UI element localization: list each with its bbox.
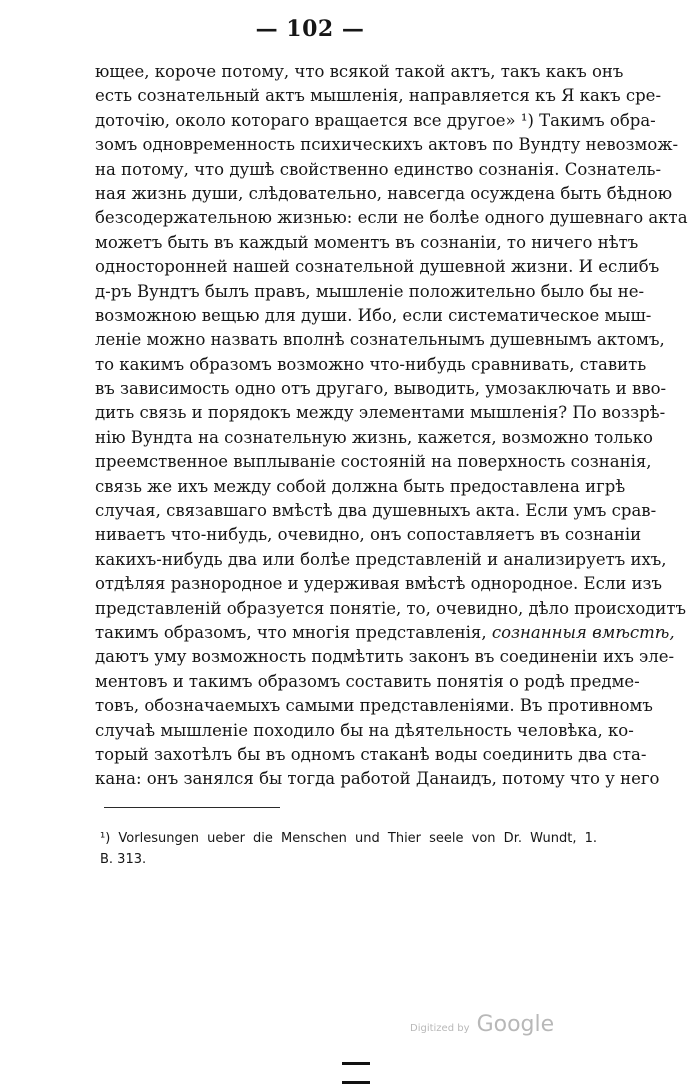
printer-mark (342, 1062, 370, 1065)
body-text (95, 60, 688, 792)
text-line: безсодержательною жизнью: если не болѣе одного душевнаго акта (95, 208, 688, 228)
text-line: представленій образуется понятіе, то, очевидно, дѣло происходитъ (95, 598, 687, 618)
text-line: можетъ быть въ каждый моментъ въ сознаніи, то ничего нѣтъ (95, 232, 639, 252)
text-line: въ зависимость одно отъ другаго, выводить, умозаключать и вво- (95, 379, 667, 399)
text-line: ющее, короче потому, что всякой такой актъ, такъ какъ онъ (95, 62, 624, 81)
text-line: случая, связавшаго вмѣстѣ два душевныхъ акта. Если умъ срав- (95, 501, 657, 521)
text-line: дить связь и порядокъ между элементами мышленія? По воззрѣ- (95, 403, 666, 423)
text-line-with-italic (95, 621, 675, 645)
text-line: ментовъ и такимъ образомъ составить понятія о родѣ предме- (95, 671, 640, 691)
text-line: торый захотѣлъ бы въ одномъ стаканѣ воды соединить два ста- (95, 744, 647, 764)
text-line: возможною вещью для души. Ибо, если систематическое мыш- (95, 305, 652, 325)
text-line: то какимъ образомъ возможно что-нибудь сравнивать, ставить (95, 354, 647, 374)
printer-mark (342, 1081, 370, 1084)
text-line: товъ, обозначаемыхъ самыми представленіями. Въ противномъ (95, 696, 653, 716)
text-line: отдѣляя разнородное и удерживая вмѣстѣ однородное. Если изъ (95, 574, 663, 594)
text-line: ниваетъ что-нибудь, очевидно, онъ сопоставляетъ въ сознаніи (95, 525, 642, 545)
page-number: — 102 — (255, 16, 365, 42)
text-line: зомъ одновременность психическихъ актовъ по Вундту невозмож- (95, 135, 679, 155)
text-line: ная жизнь души, слѣдовательно, навсегда осуждена быть бѣдною (95, 183, 673, 203)
text-line: односторонней нашей сознательной душевной жизни. И еслибъ (95, 257, 660, 277)
footnote-divider (104, 807, 280, 808)
bottom-printer-marks (342, 1050, 404, 1053)
text-line: какихъ-нибудь два или болѣе представленій и анализируетъ ихъ, (95, 549, 667, 569)
text-line: леніе можно назвать вполнѣ сознательнымъ душевнымъ актомъ, (95, 330, 665, 350)
footnote-line: ¹) Vorlesungen ueber die Menschen und Thier seele von Dr. Wundt, 1. (100, 831, 597, 846)
text-line: даютъ уму возможность подмѣтить законъ въ соединеніи ихъ эле- (95, 647, 675, 667)
text-segment: такимъ образомъ, что многія представленія, (95, 622, 487, 642)
text-line: доточію, около котораго вращается все другое» ¹) Такимъ обра- (95, 110, 656, 130)
google-logo: Google (476, 1012, 555, 1037)
text-line: на потому, что душѣ свойственно единство сознанія. Сознатель- (95, 159, 662, 179)
text-line: случаѣ мышленіе походило бы на дѣятельность человѣка, ко- (95, 720, 634, 740)
text-line: связь же ихъ между собой должна быть предоставлена игрѣ (95, 476, 626, 496)
watermark-prefix: Digitized by (410, 1023, 470, 1034)
italic-phrase: сознанныя вмѣстѣ, (491, 622, 675, 642)
text-line: преемственное выплываніе состояній на поверхность сознанія, (95, 452, 652, 472)
text-line: д-ръ Вундтъ былъ правъ, мышленіе положительно было бы не- (95, 281, 645, 301)
footnote (100, 828, 597, 870)
text-line: есть сознательный актъ мышленія, направляется къ Я какъ сре- (95, 86, 662, 106)
text-line: кана: онъ занялся бы тогда работой Данаидъ, потому что у него (95, 769, 660, 789)
footnote-line: B. 313. (100, 852, 147, 867)
text-line: нію Вундта на сознательную жизнь, кажется, возможно только (95, 427, 653, 447)
digitized-watermark (410, 1012, 554, 1037)
